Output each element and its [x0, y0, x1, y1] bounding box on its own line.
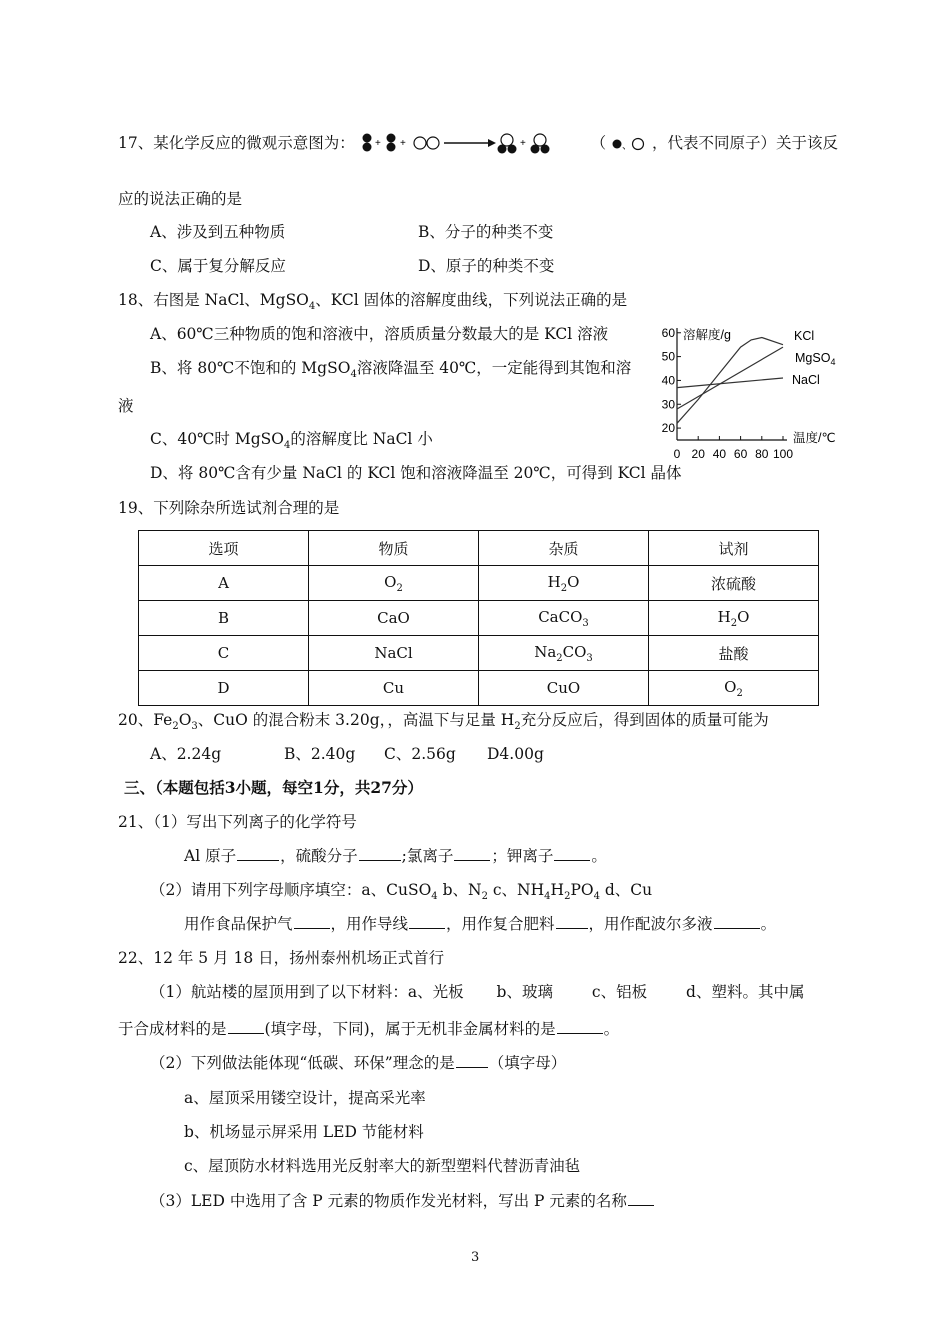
svg-text:+: + — [399, 138, 406, 149]
table-cell: CuO — [479, 671, 649, 706]
q17-option-d: D、原子的种类不变 — [418, 257, 555, 275]
table-cell: CaO — [309, 601, 479, 636]
molecule-black-black-2 — [386, 134, 395, 152]
white-atom-icon — [633, 139, 644, 150]
blank-p-element-name[interactable] — [628, 1191, 654, 1206]
q22-option-b: b、机场显示屏采用 LED 节能材料 — [184, 1123, 424, 1141]
table-cell: NaCl — [309, 636, 479, 671]
table-cell: D — [139, 671, 309, 706]
q17-line1 — [118, 132, 838, 156]
x-tick-label: 40 — [712, 447, 727, 461]
chart-ticks — [662, 326, 794, 461]
series-line-nacl — [677, 378, 783, 388]
table-row — [139, 671, 819, 706]
q17-line2: 应的说法正确的是 — [118, 190, 243, 208]
q20-option-b: B、2.40g — [284, 745, 356, 763]
chart-labels — [683, 327, 836, 445]
q17-legend-text: ，代表不同原子）关于该反 — [652, 134, 839, 152]
svg-text:+: + — [519, 138, 526, 149]
chart-axes — [677, 328, 787, 440]
q21-part1: 21、（1）写出下列离子的化学符号 — [118, 813, 357, 831]
series-label-kcl: KCl — [794, 329, 815, 343]
q17-option-b: B、分子的种类不变 — [418, 223, 554, 241]
x-tick-label: 100 — [772, 447, 794, 461]
series-line-mgso — [677, 347, 783, 409]
table-cell: B — [139, 601, 309, 636]
blank-wire[interactable] — [409, 914, 445, 929]
series-label-nacl: NaCl — [792, 373, 820, 387]
q22-part2: （2）下列做法能体现“低碳、环保”理念的是 （填字母） — [150, 1054, 567, 1072]
section-3-heading: 三、（本题包括3小题，每空1分，共27分） — [124, 778, 423, 797]
black-atom-icon — [613, 140, 622, 149]
molecule-black-black-1 — [362, 134, 371, 152]
table-header-cell: 选项 — [139, 531, 309, 566]
q18-option-c: C、40℃时 MgSO$_4$的溶解度比 NaCl 小 — [150, 430, 433, 452]
blank-bordeaux[interactable] — [714, 914, 760, 929]
table-cell: $H_2O$ — [479, 566, 649, 601]
blank-low-carbon[interactable] — [456, 1053, 488, 1068]
table-cell: A — [139, 566, 309, 601]
q22-option-a: a、屋顶采用镂空设计，提高采光率 — [184, 1089, 426, 1107]
y-tick-label: 50 — [661, 349, 675, 364]
table-cell: CaCO$_3$ — [479, 601, 649, 636]
svg-text:、: 、 — [622, 141, 633, 152]
q17-prefix: 17、某化学反应的微观示意图为： — [118, 134, 355, 152]
series-label-subscript: 4 — [830, 357, 836, 367]
solubility-chart — [650, 322, 850, 462]
blank-chloride-ion[interactable] — [454, 846, 490, 861]
blank-potassium-ion[interactable] — [554, 846, 590, 861]
svg-text:+: + — [374, 138, 381, 149]
x-axis-label: 温度/℃ — [793, 431, 836, 445]
q22-option-c: c、屋顶防水材料选用光反射率大的新型塑料代替沥青油毡 — [184, 1157, 581, 1175]
y-tick-label: 40 — [661, 373, 675, 388]
table-row — [139, 601, 819, 636]
blank-protective-gas[interactable] — [294, 914, 330, 929]
y-tick-label: 60 — [661, 325, 675, 340]
q20-option-c: C、2.56g — [384, 745, 456, 763]
reaction-diagram — [360, 132, 586, 156]
q17-option-c: C、属于复分解反应 — [150, 257, 286, 275]
y-tick-label: 30 — [661, 397, 675, 412]
q18-option-d: D、将 80℃含有少量 NaCl 的 KCl 饱和溶液降温至 20℃，可得到 KCl 晶体 — [150, 464, 682, 482]
q22-part1: （1）航站楼的屋顶用到了以下材料：a、光板 b、玻璃 c、铝板 d、塑料。其中属 — [150, 983, 805, 1001]
q18-option-b-cont: 液 — [118, 397, 134, 415]
table-cell: $Na_2CO_3$ — [479, 636, 649, 671]
legend-atoms — [611, 136, 647, 152]
x-tick-label: 0 — [673, 447, 681, 461]
y-tick-label: 20 — [661, 421, 675, 436]
reaction-arrow — [444, 139, 496, 147]
q22-part1-cont: 于合成材料的是 (填字母，下同)，属于无机非金属材料的是 。 — [118, 1020, 620, 1038]
molecule-white-white — [414, 137, 439, 149]
q19-stem: 19、下列除杂所选试剂合理的是 — [118, 499, 340, 517]
q20-option-d: D4.00g — [487, 745, 544, 763]
q19-table — [138, 530, 819, 706]
q18-stem: 18、右图是 NaCl、MgSO$_4$、KCl 固体的溶解度曲线，下列说法正确的是 — [118, 291, 628, 313]
table-row — [139, 636, 819, 671]
blank-al-atom[interactable] — [237, 846, 279, 861]
product-molecule-1 — [497, 134, 516, 154]
page-number: 3 — [471, 1250, 480, 1265]
chart-series — [677, 338, 783, 424]
blank-synthetic-material[interactable] — [228, 1019, 264, 1034]
blank-compound-fertilizer[interactable] — [556, 914, 588, 929]
x-tick-label: 80 — [755, 447, 769, 461]
q21-part1-blanks: Al 原子 ，硫酸分子 ;氯离子 ；钾离子 。 — [184, 847, 607, 865]
table-header-cell: 物质 — [309, 531, 479, 566]
table-header-row — [139, 531, 819, 566]
table-header-cell: 杂质 — [479, 531, 649, 566]
x-tick-label: 60 — [733, 447, 748, 461]
q21-part2-blanks: 用作食品保护气 ，用作导线 ，用作复合肥料 ，用作配波尔多液 。 — [184, 915, 777, 933]
q22-stem: 22、12 年 5 月 18 日，扬州泰州机场正式首行 — [118, 949, 445, 967]
series-label-mgso: MgSO$_4$ — [795, 351, 836, 367]
q18-option-b: B、将 80℃不饱和的 MgSO$_4$溶液降温至 40℃，一定能得到其饱和溶 — [150, 359, 632, 381]
q20-stem: 20、$Fe_2O_3$、CuO 的混合粉末 3.20g，，高温下与足量 $H_2$充分反应后，得到固体的质量可能为 — [118, 711, 769, 733]
blank-inorganic-material[interactable] — [557, 1019, 603, 1034]
y-axis-label: 溶解度/g — [683, 328, 731, 342]
table-cell: Cu — [309, 671, 479, 706]
table-cell: $O_2$ — [649, 671, 819, 706]
product-molecule-2 — [530, 134, 549, 154]
table-cell: $O_2$ — [309, 566, 479, 601]
q20-option-a: A、2.24g — [150, 745, 222, 763]
series-line-kcl — [677, 338, 783, 424]
q21-part2: （2）请用下列字母顺序填空：a、CuSO$_4$ b、$N_2$ c、$NH_4H_2PO_4$ d、Cu — [150, 881, 653, 903]
x-tick-label: 20 — [691, 447, 705, 461]
q17-option-a: A、涉及到五种物质 — [150, 223, 286, 241]
q22-part3: （3）LED 中选用了含 P 元素的物质作发光材料，写出 P 元素的名称 — [150, 1191, 655, 1211]
table-cell: $H_2O$ — [649, 601, 819, 636]
blank-sulfuric-molecule[interactable] — [359, 846, 401, 861]
table-cell: 盐酸 — [649, 636, 819, 671]
q17-legend-open: （ — [590, 134, 607, 152]
table-cell: 浓硫酸 — [649, 566, 819, 601]
table-row — [139, 566, 819, 601]
table-header-cell: 试剂 — [649, 531, 819, 566]
table-cell: C — [139, 636, 309, 671]
q18-option-a: A、60℃三种物质的饱和溶液中，溶质质量分数最大的是 KCl 溶液 — [150, 325, 609, 343]
